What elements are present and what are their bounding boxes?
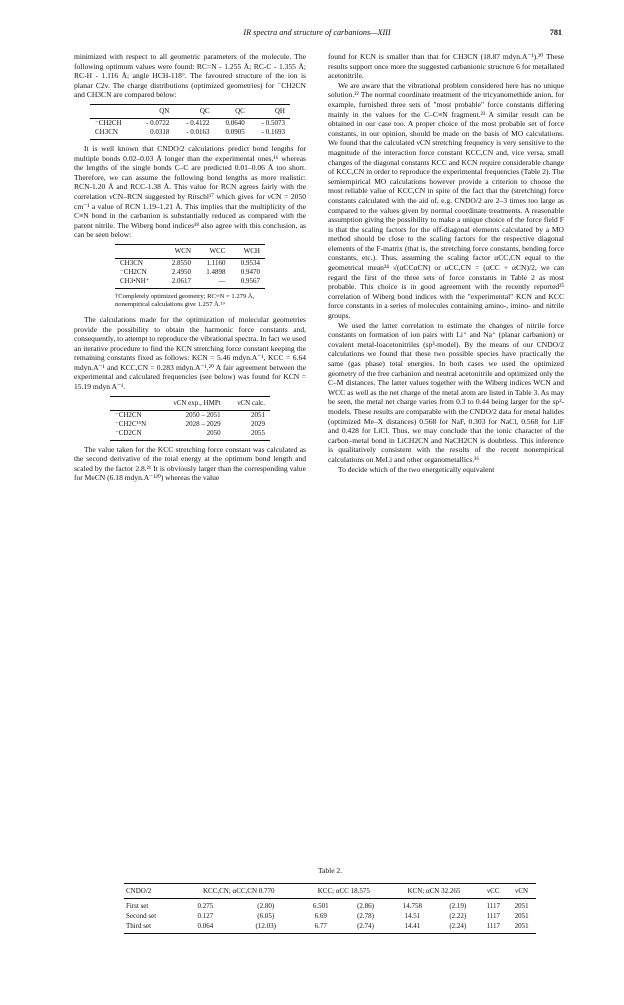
paragraph: The value taken for the KCC stretching force constant was calculated as the second derivative of the total energy at the optimum bond length and scaled by the factor 2.8.²¹ It is obviously larger than the corresponding value for MeCN (6.18 mdyn.A⁻¹²⁰) whereas the value <box>74 444 306 483</box>
table-row <box>110 429 270 441</box>
table-cell: 2051 <box>507 921 536 934</box>
table-cell: 2050 <box>158 429 225 441</box>
table-cell: 6.77 <box>299 921 342 934</box>
table-cell: 2055 <box>226 429 270 441</box>
table-footnote: †Completely optimized geometry; RC=N = 1.279 Å, nonempirical calculations give 1.257 Å.¹⁹ <box>115 292 255 308</box>
table-cell: Second set <box>126 912 157 920</box>
table-cell: 2050 – 2051 <box>185 410 221 419</box>
table-cell: ⁻CH2CH <box>95 118 122 127</box>
table-cell: 1117 <box>479 921 507 934</box>
table-cell: - 0.0722 <box>146 118 170 127</box>
table-cell: 2051 <box>514 912 529 920</box>
table-cell: - 0.0163 <box>174 128 214 140</box>
table-cell: CH3CN <box>90 128 134 140</box>
table-cell: 6.69 <box>314 912 327 920</box>
table-cell: 2.8550 <box>171 258 192 267</box>
table-cell: (6.05) <box>257 912 275 920</box>
table-cell: — <box>196 277 230 289</box>
table-row <box>90 128 290 140</box>
table-cell: (2.86) <box>357 902 374 910</box>
table-cell: First set <box>126 902 149 910</box>
table-cell: (2.24) <box>436 921 479 934</box>
table-row <box>124 899 536 912</box>
table-header: QC <box>174 104 214 118</box>
table-row <box>90 118 290 128</box>
table-cell: ⁻CH2CN <box>120 267 147 276</box>
page-number: 781 <box>549 28 562 37</box>
table-cell: - 0.5073 <box>261 118 285 127</box>
paragraph: We used the latter correlation to estimate the changes of nitrile force constants on formation of ion pairs with Li⁺ and Na⁺ (planar carbanion) or covalent metal-loacetonitriles (sp³-model). By the means of our CNDO/2 calculations we found that these two possible species have practically the same (gas phase) total energies. In both cases we used the optimized geometry of the free carbanion and neutral acetonitrile and optimized only the C–M distances. The latter values together with the Wiberg indices WCN and WCC as well as the net charge of the metal atom are listed in Table 3. As may be seen, the metal net charge varies from 0.3 to 0.44 being larger for the sp²-models. These results are comparable with the CNDO/2 data for metal halides (optimized Me–X distances) 0.568 for NaF, 0.303 for NaCl, 0.568 for LiF and 0.428 for LiCl. Thus, we may conclude that the ionic character of the carbon–metal bond in LiCH2CN and NaCH2CN is doubtless. This inference is qualitatively consistent with the results of the recent nonempirical calculations on MeLi and other organometallics.²⁶ <box>328 320 564 464</box>
table-cell: 2028 – 2029 <box>185 419 221 428</box>
table-cell: ⁻CH2C¹⁵N <box>115 419 147 428</box>
table-cell: 1117 <box>486 912 500 920</box>
table-row <box>124 911 536 921</box>
paragraph: We are aware that the vibrational problem considered here has no unique solution.²² The normal coordinate treatment of the tricyanomethide anion, for example, furnished three sets of "most probable" force constants differing mainly in the values for the C–C≡N fragment.²³ A similar result can be obtained in our case too. A proper choice of the most probable set of force constants, in our opinion, should be made on the basis of MO calculations. We found that the calculated νCN stretching frequency is very sensitive to the magnitude of the interaction force constant KCC,CN and, vice versa, small changes of the diagonal constants KCC and KCN require considerable change of KCC,CN in order to reproduce the experimental frequencies (Table 2). The semiempirical MO calculations however provide a criterion to choose the most reliable value of KCC,CN in spite of the fact that the (stretching) force constants calculated with the aid of, e.g. CNDO/2 are 2–3 times too large as compared to the values given by normal coordinate treatments. A reasonable assumption giving the possibility to make a unique choice of the force field F is that the scaling factors for the off-diagonal elements calculated by a MO method should be close to the scaling factors for the respective diagonal elements of the F-matrix (that is, the stretching force constants, bending force constants, etc.). Thus, assuming the scaling factor αCC,CN equal to the geometrical mean²⁴ √(αCCαCN) or αCC,CN = (αCC + αCN)/2, we can regard the first of the three sets of force constants in Table 2 as most probable. This choice is in good agreement with the recently reported²⁵ correlation of Wiberg bond indices with the "experimental" KCN and KCC force constants in a series of molecules containing amino-, imino- and nitrile groups. <box>328 80 564 321</box>
paragraph: minimized with respect to all geometric parameters of the molecule. The following optimum values were found: RC=N - 1.255 Å; RC-C - 1.355 Å; RC-H - 1.116 Å; angle HCH-118°. The favoured structure of the ion is planar C2v. The charge distributions (optimized geometries) for ⁻CH2CN and CH3CN are compared below: <box>74 52 306 100</box>
table-row <box>115 268 265 277</box>
table-header <box>115 244 162 258</box>
table-cell: ⁻CD2CN <box>110 429 158 441</box>
table-caption: Table 2. <box>317 866 343 875</box>
left-column <box>74 52 306 483</box>
table-header: νCN <box>507 884 536 899</box>
paragraph: The calculations made for the optimization of molecular geometries provide the possibility to obtain the harmonic force constants and, consequently, to attempt to reproduce the vibrational spectra. In fact we used an iterative procedure to find the KCN stretching force constant keeping the remaining constants fixed as follows: KCN = 5.46 mdyn.A⁻¹, KCC = 6.64 mdyn.A⁻¹ and KCC,CN = 0.283 mdyn.A⁻¹.²⁰ A fair agreement between the experimental and calculated frequencies (see below) was found for KCN = 15.19 mdyn A⁻¹. <box>74 314 306 392</box>
table-header: QN <box>134 104 174 118</box>
table-header <box>90 104 134 118</box>
table-row <box>115 277 265 289</box>
table-2 <box>124 866 536 934</box>
table-cell: - 0.1693 <box>250 128 290 140</box>
table-header: νCC <box>479 884 507 899</box>
table-cell: 0.9534 <box>240 258 260 267</box>
table-cell: 6.501 <box>312 902 329 910</box>
table-cell: Third set <box>124 921 178 934</box>
table-header <box>110 396 158 410</box>
table-cell: 14.41 <box>389 921 437 934</box>
table-header: KCN; αCN 32.265 <box>389 884 480 899</box>
table-header: KCC; αCC 18.575 <box>299 884 389 899</box>
table-header: WCN <box>162 244 196 258</box>
table-cell: (2.19) <box>449 902 467 910</box>
paragraph: To decide which of the two energetically equivalent <box>338 464 495 474</box>
table-cell: - 0.4122 <box>186 118 210 127</box>
table-cell: 0.0640 <box>225 118 245 127</box>
table-header: CNDO/2 <box>124 884 178 899</box>
table-cell: 0.9567 <box>230 277 265 289</box>
table-cell: CH3CN <box>120 258 143 267</box>
running-head <box>72 28 562 42</box>
table-cell: 2.4950 <box>171 267 192 276</box>
table-header: QC <box>215 104 250 118</box>
table-cell: 1.1160 <box>206 258 226 267</box>
table-cell: 1117 <box>486 902 500 910</box>
table-header: WCC <box>196 244 230 258</box>
table-cell: (2.78) <box>357 912 374 920</box>
table-row <box>124 921 536 934</box>
table-cell: 2051 <box>514 902 529 910</box>
table-cell: 0.275 <box>197 902 214 910</box>
table-header: νCN calc. <box>226 396 270 410</box>
table-header: νCN exp., HMPt <box>158 396 225 410</box>
table-cell: 2029 <box>251 419 265 428</box>
wiberg-table <box>115 244 265 289</box>
table-header: QH <box>250 104 290 118</box>
force-constant-table <box>124 883 536 934</box>
right-column <box>328 52 564 474</box>
table-cell: (2.22) <box>449 912 467 920</box>
paragraph: found for KCN is smaller than that for CH3CN (18.87 mdyn.A⁻¹).²⁰ These results support once more the suggested carbanionic structure 6 for metallated acetonitrile. <box>328 52 564 81</box>
charge-table <box>90 104 290 140</box>
table-header: KCC,CN; αCC,CN 0.770 <box>178 884 299 899</box>
table-cell: 0.0905 <box>215 128 250 140</box>
table-cell: (2.80) <box>257 902 275 910</box>
table-cell: 2051 <box>251 410 265 419</box>
table-row <box>115 258 265 268</box>
frequency-table <box>110 396 270 441</box>
table-cell: 2.0617 <box>162 277 196 289</box>
table-row <box>110 420 270 429</box>
table-cell: 14.758 <box>402 902 423 910</box>
table-cell: (12.03) <box>232 921 299 934</box>
table-header: WCH <box>230 244 265 258</box>
table-cell: (2.74) <box>343 921 389 934</box>
paragraph: It is well known that CNDO/2 calculations predict bond lengths for multiple bonds 0.02–0.03 Å longer than the experimental ones,¹⁶ whereas the lengths of the single bonds C–C are predicted 0.01–0.06 Å too short. Therefore, we can assume the following bond lengths as more realistic: RCN-1.20 Å and RCC-1.38 Å. This value for RCN agrees fairly with the correlation νCN–RCN suggested by Ritschl¹⁷ which gives for νCN = 2050 cm⁻¹ a value of RCN 1.19–1.21 Å. This implies that the multiplicity of the C≡N bond in the carbanion is substantially reduced as compared with the parent nitrile. The Wiberg bond indices¹⁸ also agree with this conclusion, as can be seen below: <box>74 143 306 240</box>
table-cell: 0.127 <box>197 912 214 920</box>
table-cell: ⁻CH2CN <box>115 410 142 419</box>
table-cell: 0.0318 <box>134 128 174 140</box>
table-cell: 1.4898 <box>206 267 226 276</box>
table-cell: CH3•NH⁺ <box>115 277 162 289</box>
table-cell: 14.51 <box>404 912 421 920</box>
table-cell: 0.064 <box>178 921 232 934</box>
running-title: IR spectra and structure of carbanions—XIII <box>243 28 391 37</box>
table-cell: 0.9470 <box>240 267 260 276</box>
table-row <box>110 410 270 420</box>
